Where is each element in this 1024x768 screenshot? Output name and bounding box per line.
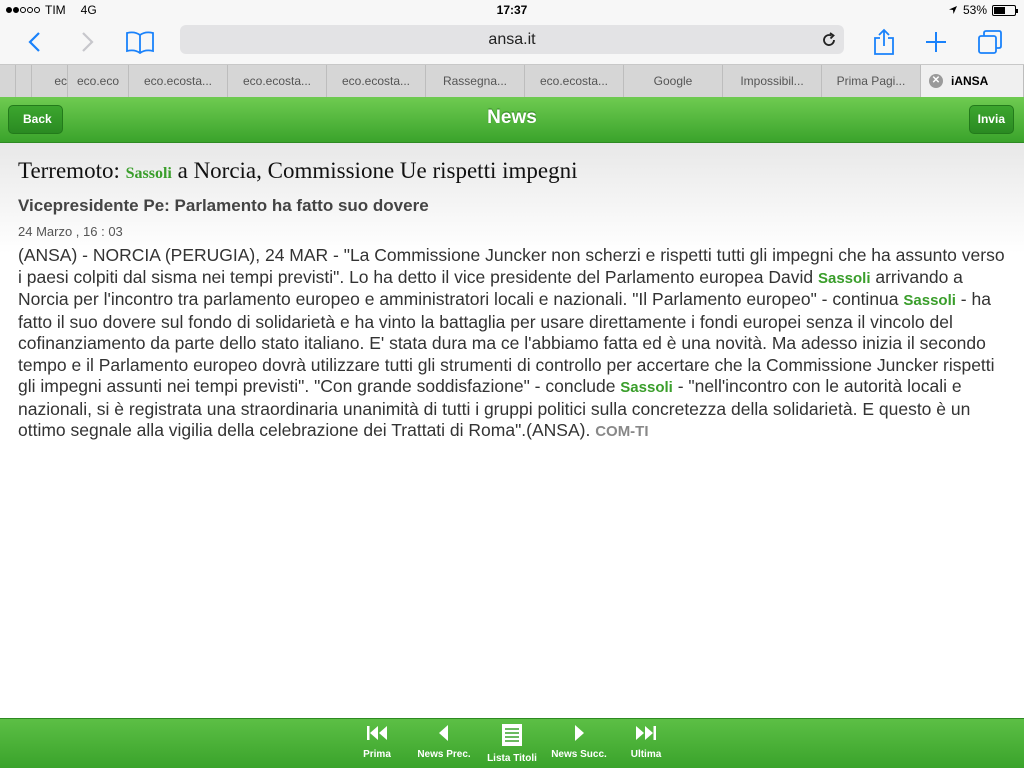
keyword-highlight: Sassoli [125,165,172,182]
keyword-highlight: Sassoli [817,269,871,287]
chevron-right-icon [81,31,95,53]
headline-list-button[interactable]: Lista Titoli [477,723,547,764]
network-label: 4G [80,3,97,17]
prev-icon [432,723,456,743]
list-icon [500,723,524,747]
share-icon [872,28,896,56]
author-tag: COM-TI [595,423,649,440]
reload-icon[interactable] [820,31,838,49]
skip-first-icon [365,723,389,743]
tab-item[interactable]: eco.ecosta... [129,65,228,97]
tab-item[interactable]: eco.ecosta... [327,65,426,97]
last-news-button[interactable]: Ultima [611,723,681,760]
tab-item[interactable]: eco.ecosta... [228,65,327,97]
article-date: 24 Marzo , 16 : 03 [18,224,123,239]
close-tab-icon[interactable]: ✕ [929,74,943,88]
tab-item[interactable]: Prima Pagi... [822,65,921,97]
tab-strip [0,64,1024,97]
tab-item[interactable]: Google [624,65,723,97]
article-headline: Terremoto: Sassoli a Norcia, Commissione Ue rispetti impegni [18,158,578,183]
clock: 17:37 [496,3,528,17]
tab-item[interactable]: Rassegna... [426,65,525,97]
tab-item[interactable]: ec [32,65,68,97]
status-bar [0,0,1024,20]
chevron-left-icon [27,31,41,53]
bottom-nav [0,718,1024,768]
tabs-icon [977,29,1003,55]
share-button[interactable] [866,24,902,60]
bookmarks-button[interactable] [122,24,158,60]
back-nav-button[interactable] [16,24,52,60]
browser-toolbar [0,20,1024,64]
first-news-button[interactable]: Prima [342,723,412,760]
book-icon [125,30,155,54]
tab-stub[interactable] [16,65,32,97]
keyword-highlight: Sassoli [903,292,956,309]
prev-news-button[interactable]: News Prec. [409,723,479,760]
back-button[interactable]: Back [8,105,63,134]
tab-stub[interactable] [0,65,16,97]
forward-nav-button[interactable] [70,24,106,60]
tab-item[interactable]: Impossibil... [723,65,822,97]
article-body: (ANSA) - NORCIA (PERUGIA), 24 MAR - "La Commissione Juncker non scherzi e rispetti tutti gli impegni che ha assunto verso i paesi colpiti dal sisma nei tempi previsti". Lo ha detto il vice presidente del Parlamento europea David Sassoli arrivando a Norcia per l'incontro tra parlamento europeo e amministratori locali e nazionali. "Il Parlamento europeo" - continua Sassoli - ha fatto il suo dovere sul fondo di solidarietà e ha vinto la battaglia per usare direttamente i fondi europei senza il vincolo del cofinanziamento da parte dello stato italiano. E' stata dura ma ce l'abbiamo fatta ed è una novità. Ma adesso inizia il secondo tempo e il Parlamento europeo dovrà utilizzare tutti gli strumenti di controllo per accertare che la Commissione Juncker rispetti gli impegni assunti nei tempi previsti". "Con grande soddisfazione" - conclude Sassoli - "nell'incontro con le autorità locali e nazionali, si è registrata una straordinaria unanimità di tutti i gruppi politici sulla concretezza della solidarietà. E questo è un ottimo segnale alla vigilia della celebrazione dei Trattati di Roma".(ANSA). COM-TI [18,245,1005,440]
battery-percent: 53% [962,3,987,17]
article [0,143,1024,718]
location-arrow-icon [948,5,958,15]
new-tab-button[interactable] [918,24,954,60]
tab-item-active[interactable]: ✕ iANSA [921,65,1024,97]
skip-last-icon [634,723,658,743]
tabs-overview-button[interactable] [972,24,1008,60]
address-bar[interactable] [180,25,844,54]
next-news-button[interactable]: News Succ. [544,723,614,760]
url-text: ansa.it [488,31,536,48]
carrier-label: TIM [45,3,66,17]
plus-icon [924,30,948,54]
tab-item[interactable]: eco.eco [68,65,129,97]
app-header [0,97,1024,143]
status-right [948,3,1016,17]
article-subtitle: Vicepresidente Pe: Parlamento ha fatto suo dovere [18,196,429,215]
battery-icon [992,5,1016,16]
tab-item[interactable]: eco.ecosta... [525,65,624,97]
page-title: News [487,107,537,128]
next-icon [567,723,591,743]
keyword-highlight: Sassoli [620,379,673,396]
send-button[interactable]: Invia [969,105,1014,134]
